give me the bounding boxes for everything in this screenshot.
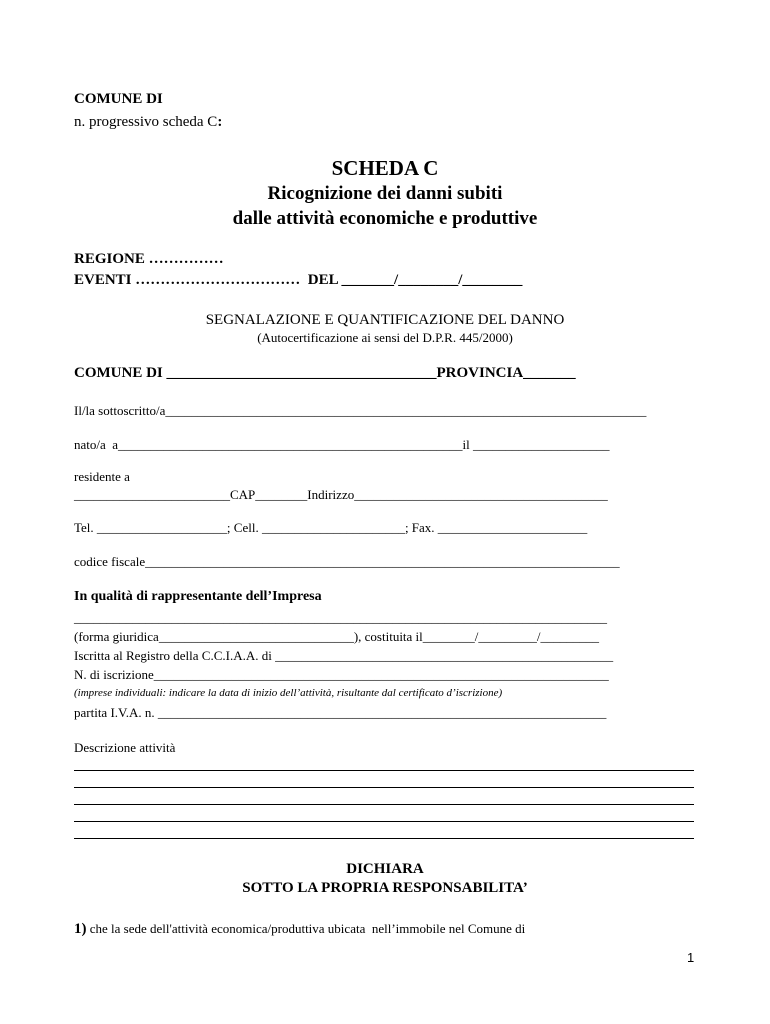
progressivo-scheda (74, 115, 222, 130)
comune-header: COMUNE DI (74, 91, 163, 107)
descrizione-line (74, 804, 694, 805)
progressivo-colon: : (217, 114, 223, 130)
registro-field: Iscritta al Registro della C.C.I.A.A. di ____________________________________________________ (74, 648, 614, 663)
nato-field: nato/a a_____________________________________________________il _____________________ (74, 437, 610, 452)
imprese-note: (imprese individuali: indicare la data di inizio dell’attività, risultante dal certificato d’iscrizione) (74, 687, 503, 699)
iscrizione-field: N. di iscrizione______________________________________________________________________ (74, 667, 609, 682)
progressivo-label: n. progressivo scheda C (74, 114, 218, 130)
item-1-number: 1) (74, 921, 87, 937)
eventi-line: EVENTI …………………………… DEL _______/________/________ (74, 272, 523, 288)
title-ricognizione: Ricognizione dei danni subiti (267, 183, 503, 204)
partita-iva-field: partita I.V.A. n. _____________________________________________________________________ (74, 705, 607, 720)
item-1 (74, 922, 525, 937)
sottoscritto-field: Il/la sottoscritto/a__________________________________________________________________________ (74, 403, 647, 418)
contatti-field: Tel. ____________________; Cell. ______________________; Fax. _______________________ (74, 520, 588, 535)
impresa-name-line: __________________________________________________________________________________ (74, 610, 607, 625)
title-scheda: SCHEDA C (331, 156, 439, 180)
section-title: SEGNALAZIONE E QUANTIFICAZIONE DEL DANNO (205, 312, 565, 328)
responsabilita-heading: SOTTO LA PROPRIA RESPONSABILITA’ (242, 880, 528, 896)
descrizione-line (74, 838, 694, 839)
descrizione-line (74, 787, 694, 788)
codice-fiscale-field: codice fiscale_________________________________________________________________________ (74, 554, 620, 569)
residente-label: residente a (74, 469, 130, 484)
comune-provincia-line: COMUNE DI ____________________________________PROVINCIA_______ (74, 365, 576, 381)
impresa-heading: In qualità di rappresentante dell’Impresa (74, 589, 322, 604)
forma-giuridica-field: (forma giuridica______________________________), costituita il________/_________/_________ (74, 629, 600, 644)
item-1-text: che la sede dell'attività economica/produttiva ubicata nell’immobile nel Comune di (86, 921, 526, 936)
descrizione-line (74, 821, 694, 822)
regione-line: REGIONE …………… (74, 251, 224, 267)
section-subtitle: (Autocertificazione ai sensi del D.P.R. 445/2000) (257, 330, 513, 345)
residente-field: ________________________CAP________Indirizzo_______________________________________ (74, 487, 608, 502)
descrizione-line (74, 770, 694, 771)
descrizione-label: Descrizione attività (74, 740, 176, 755)
page-number: 1 (687, 950, 695, 965)
dichiara-heading: DICHIARA (346, 861, 424, 877)
title-attivita: dalle attività economiche e produttive (232, 208, 538, 229)
